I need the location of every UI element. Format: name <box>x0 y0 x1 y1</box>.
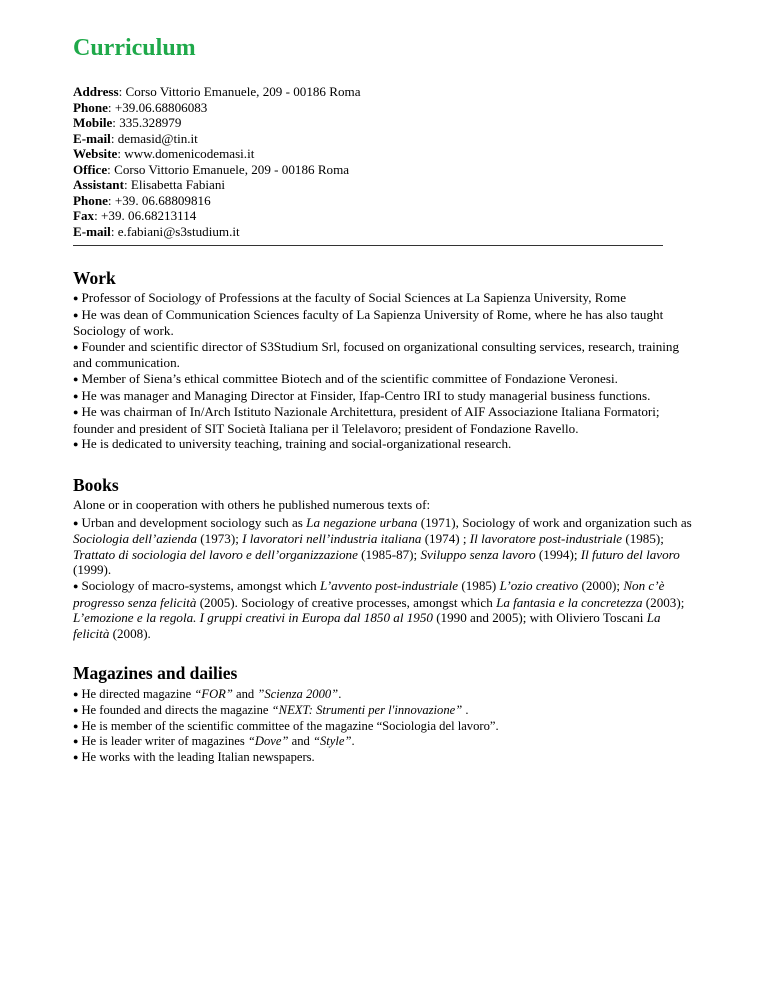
contact-value: demasid@tin.it <box>117 130 198 146</box>
bullet-icon: ● <box>73 752 79 763</box>
books-item-text: Urban and development sociology such as La negazione urbana (1971), Sociology of work and organization such as Sociologia dell’azienda (1973); I lavoratori nell’industria italiana (1974) ; Il lavoratore post-industriale (1985); Trattato di sociologia del lavoro e dell’organizzazione (1985-87); Sviluppo senza lavoro (1994); Il futuro del lavoro (1999). <box>73 514 692 578</box>
contact-label: Fax <box>73 208 95 223</box>
bullet-icon: ● <box>73 390 79 401</box>
contact-value: +39. 06.68809816 <box>114 192 211 208</box>
contact-row: Mobile: 335.328979 <box>73 115 182 130</box>
contact-value: www.domenicodemasi.it <box>124 146 255 161</box>
magazines-item-text: He founded and directs the magazine “NEXT: Strumenti per l'innovazione” . <box>81 702 469 717</box>
contact-row: Phone: +39.06.68806083 <box>73 99 208 115</box>
contact-row: Website: www.domenicodemasi.it <box>73 146 255 161</box>
work-item <box>73 404 693 436</box>
contact-label: Website <box>73 146 118 161</box>
work-item <box>73 436 693 453</box>
bullet-icon: ● <box>73 736 79 747</box>
bullet-icon: ● <box>73 704 79 715</box>
contact-row: E-mail: demasid@tin.it <box>73 130 198 146</box>
bullet-icon: ● <box>73 293 79 303</box>
magazines-heading: Magazines and dailies <box>73 663 238 684</box>
contact-label: E-mail <box>73 130 111 146</box>
books-intro: Alone or in cooperation with others he published numerous texts of: <box>73 496 431 512</box>
work-item-text: He was manager and Managing Director at Finsider, Ifap-Centro IRI to study managerial business functions. <box>81 387 651 403</box>
contact-value: 335.328979 <box>119 115 182 130</box>
magazines-item-text: He directed magazine “FOR” and ”Scienza 2000”. <box>81 687 342 702</box>
magazines-item-text: He works with the leading Italian newspapers. <box>81 750 315 765</box>
bullet-icon: ● <box>73 720 79 731</box>
contact-label: Address <box>73 84 119 99</box>
contact-value: +39.06.68806083 <box>114 99 208 115</box>
contact-value: Corso Vittorio Emanuele, 209 - 00186 Roma <box>125 84 361 99</box>
work-item-text: Member of Siena’s ethical committee Biotech and of the scientific committee of Fondazione Veronesi. <box>81 370 618 386</box>
bullet-icon: ● <box>73 439 79 450</box>
magazines-section <box>73 663 693 766</box>
bullet-icon: ● <box>73 517 79 528</box>
bullet-icon: ● <box>73 580 79 591</box>
contact-label: Assistant <box>73 177 124 192</box>
books-heading: Books <box>73 474 119 495</box>
magazines-item-text: He is member of the scientific committee of the magazine “Sociologia del lavoro”. <box>81 718 499 733</box>
contact-row: Address: Corso Vittorio Emanuele, 209 - 00186 Roma <box>73 84 361 99</box>
books-list <box>73 515 693 642</box>
bullet-icon: ● <box>73 689 79 700</box>
contact-value: e.fabiani@s3studium.it <box>117 223 240 239</box>
contact-row: Phone: +39. 06.68809816 <box>73 192 211 208</box>
contact-label: Office <box>73 161 108 177</box>
magazines-item-text: He is leader writer of magazines “Dove” and “Style”. <box>81 734 355 749</box>
work-item-text: Founder and scientific director of S3Studium Srl, focused on organizational consulting services, research, training and communication. <box>73 338 679 371</box>
contact-row: E-mail: e.fabiani@s3studium.it <box>73 223 240 239</box>
document-page <box>73 34 693 766</box>
contact-row: Fax: +39. 06.68213114 <box>73 208 197 223</box>
magazines-item <box>73 719 693 735</box>
work-item-text: He was dean of Communication Sciences faculty of La Sapienza University of Rome, where he has also taught Sociology of work. <box>73 306 664 339</box>
divider <box>73 245 663 246</box>
magazines-item <box>73 687 693 703</box>
work-item <box>73 371 693 388</box>
magazines-item <box>73 750 693 766</box>
magazines-list <box>73 687 693 766</box>
contact-label: Phone <box>73 192 108 208</box>
work-item <box>73 388 693 405</box>
magazines-item <box>73 703 693 719</box>
bullet-icon: ● <box>73 309 79 320</box>
contact-row: Office: Corso Vittorio Emanuele, 209 - 00186 Roma <box>73 161 350 177</box>
contact-value: Corso Vittorio Emanuele, 209 - 00186 Roma <box>114 161 350 177</box>
work-item-text: Professor of Sociology of Professions at the faculty of Social Sciences at La Sapienza University, Rome <box>81 290 627 305</box>
work-section <box>73 268 693 453</box>
work-item <box>73 339 693 371</box>
page-title: Curriculum <box>73 35 196 61</box>
contact-block <box>73 84 693 239</box>
contact-label: E-mail <box>73 223 111 239</box>
magazines-item <box>73 734 693 750</box>
contact-value: +39. 06.68213114 <box>101 208 197 223</box>
work-heading: Work <box>73 268 116 288</box>
contact-value: Elisabetta Fabiani <box>130 177 226 192</box>
books-item <box>73 578 693 641</box>
work-item <box>73 307 693 339</box>
books-item-text: Sociology of macro-systems, amongst which L’avvento post-industriale (1985) L’ozio creativo (2000); Non c’è progresso senza felicità (2005). Sociology of creative processes, amongst which La fantasia e la concretezza (2003); L’emozione e la regola. I gruppi creativi in Europa dal 1850 al 1950 (1990 and 2005); with Oliviero Toscani La felicità (2008). <box>73 577 685 641</box>
books-section <box>73 475 693 641</box>
contact-row: Assistant: Elisabetta Fabiani <box>73 177 226 192</box>
bullet-icon: ● <box>73 341 79 352</box>
work-item <box>73 290 693 307</box>
work-list <box>73 290 693 453</box>
bullet-icon: ● <box>73 407 79 418</box>
contact-label: Phone <box>73 99 108 115</box>
bullet-icon: ● <box>73 373 79 384</box>
work-item-text: He was chairman of In/Arch Istituto Nazionale Architettura, president of AIF Associazione Italiana Formatori; founder and president of SIT Società Italiana per il Telelavoro; president of Fondazione Ravello. <box>73 404 660 436</box>
work-item-text: He is dedicated to university teaching, training and social-organizational research. <box>81 436 512 452</box>
contact-label: Mobile <box>73 115 113 130</box>
books-item <box>73 515 693 578</box>
